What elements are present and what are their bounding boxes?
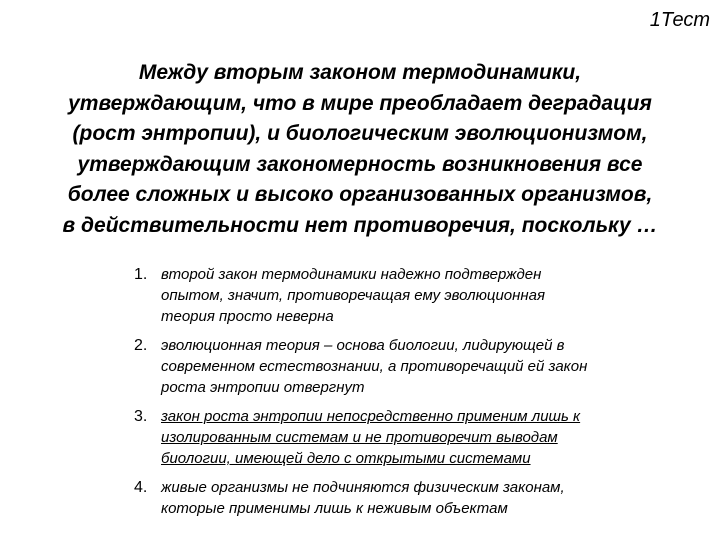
answer-option-2[interactable] (134, 335, 694, 398)
answer-line: роста энтропии отвергнут (161, 379, 365, 396)
answer-text (161, 335, 587, 398)
answer-number: 3. (134, 408, 148, 425)
question-line: утверждающим закономерность возникновения все (77, 152, 643, 176)
answer-number: 4. (134, 479, 148, 496)
answer-line: второй закон термодинамики надежно подтвержден (161, 266, 542, 283)
answer-option-4[interactable] (134, 477, 694, 519)
answer-line: живые организмы не подчиняются физическим законам, (161, 479, 565, 496)
test-label: 1Тест (649, 9, 710, 31)
answer-option-1[interactable] (134, 264, 694, 327)
answer-line: эволюционная теория – основа биологии, лидирующей в (161, 337, 565, 354)
answer-number: 2. (134, 337, 148, 354)
answer-line: которые применимы лишь к неживым объектам (161, 500, 508, 517)
answer-line: теория просто неверна (161, 308, 334, 325)
answer-text (161, 406, 580, 469)
answer-line: закон роста энтропии непосредственно применим лишь к (161, 408, 581, 425)
answer-line: опытом, значит, противоречащая ему эволюционная (161, 287, 545, 304)
answer-number: 1. (134, 266, 148, 283)
answer-text (161, 477, 565, 519)
answer-option-3[interactable] (134, 406, 694, 469)
answer-line: биологии, имеющей дело с открытыми системами (161, 450, 531, 467)
question-line: Между вторым законом термодинамики, (138, 61, 582, 84)
answer-line: современном естествознании, а противоречащий ей закон (161, 358, 588, 375)
answer-list (134, 264, 694, 527)
question-line: (рост энтропии), и биологическим эволюционизмом, (72, 122, 648, 145)
question-line: более сложных и высоко организованных организмов, (67, 183, 653, 206)
answer-line: изолированным системам и не противоречит выводам (161, 429, 558, 446)
question-text (20, 58, 700, 241)
question-line: утверждающим, что в мире преобладает деградация (68, 91, 652, 115)
answer-text (161, 264, 545, 327)
question-line: в действительности нет противоречия, поскольку … (62, 213, 658, 237)
